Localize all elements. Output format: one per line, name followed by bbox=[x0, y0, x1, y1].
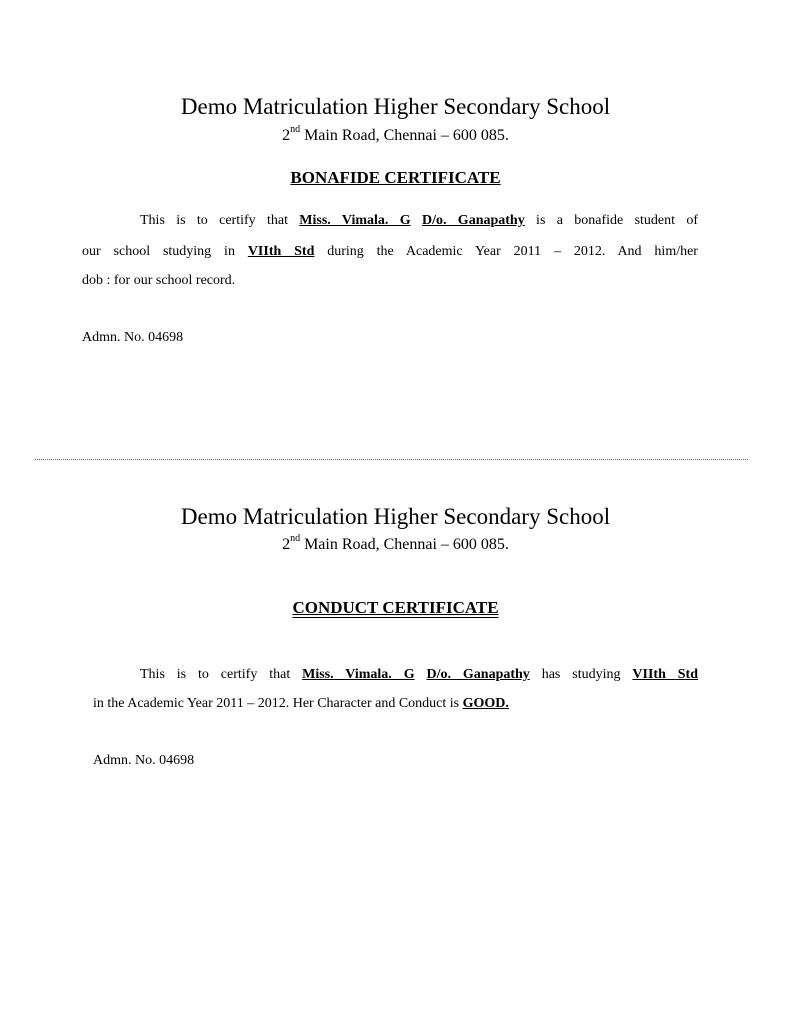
conduct-value: GOOD. bbox=[462, 696, 509, 711]
bonafide-standard: VIIth Std bbox=[247, 244, 315, 259]
conduct-admission-number: Admn. No. 04698 bbox=[93, 753, 195, 768]
conduct-student-name: Miss. Vimala. G bbox=[302, 667, 415, 682]
conduct-line-2: in the Academic Year 2011 – 2012. Her Character and Conduct is GOOD. bbox=[93, 696, 509, 711]
cut-line-divider bbox=[35, 459, 748, 460]
conduct-title: CONDUCT CERTIFICATE bbox=[292, 598, 499, 617]
school-address bbox=[0, 124, 791, 145]
address-ordinal: 2 bbox=[282, 127, 291, 144]
bonafide-student-name: Miss. Vimala. G bbox=[299, 213, 411, 228]
conduct-standard: VIIth Std bbox=[632, 667, 698, 682]
address-text: Main Road, Chennai – 600 085. bbox=[300, 127, 509, 144]
address-ordinal-suffix: nd bbox=[290, 124, 301, 135]
bonafide-line-1: This is to certify that Miss. Vimala. G D/o. Ganapathy is a bonafide student of bbox=[140, 213, 698, 228]
bonafide-title: BONAFIDE CERTIFICATE bbox=[290, 168, 501, 187]
conduct-line-1: This is to certify that Miss. Vimala. G D/o. Ganapathy has studying VIIth Std bbox=[140, 667, 698, 682]
school-address-2: 2nd Main Road, Chennai – 600 085. bbox=[282, 533, 509, 553]
school-name: Demo Matriculation Higher Secondary School bbox=[180, 94, 611, 119]
school-name-2: Demo Matriculation Higher Secondary School bbox=[180, 504, 611, 529]
bonafide-line-3: dob : for our school record. bbox=[82, 273, 236, 288]
bonafide-admission-number: Admn. No. 04698 bbox=[82, 330, 184, 345]
bonafide-line-2: our school studying in VIIth Std during the Academic Year 2011 – 2012. And him/her bbox=[82, 244, 698, 259]
conduct-parent: D/o. Ganapathy bbox=[426, 667, 530, 682]
bonafide-parent: D/o. Ganapathy bbox=[421, 213, 525, 228]
